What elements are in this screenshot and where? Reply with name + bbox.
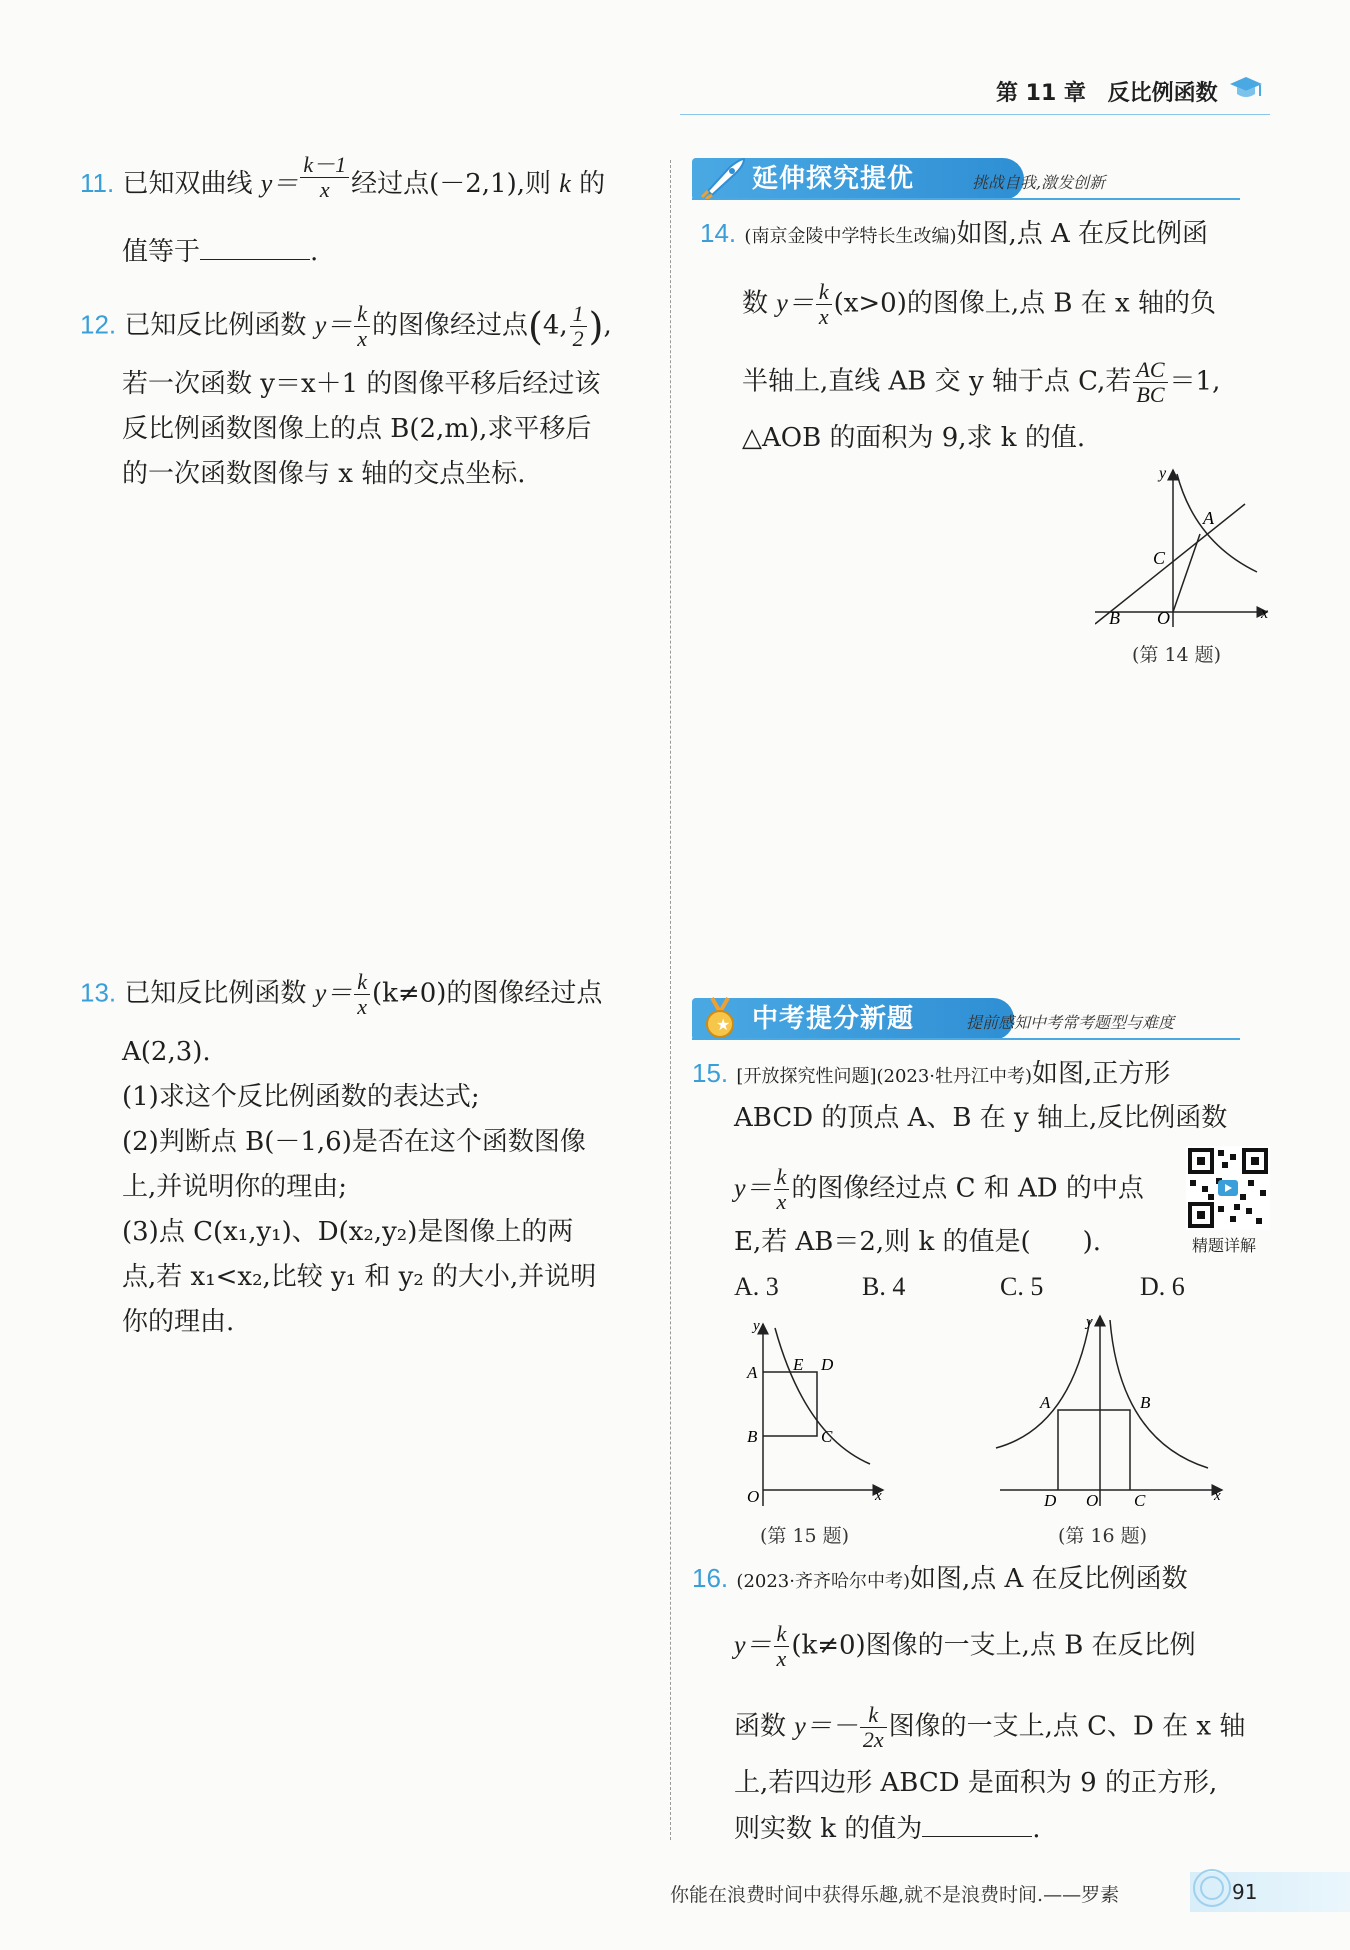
fraction-denominator: 2x	[862, 1727, 884, 1752]
question-14-line4	[742, 423, 1085, 453]
point-label-a: A	[1203, 508, 1214, 528]
option-b[interactable]: B. 4	[862, 1272, 906, 1301]
question-16	[692, 1563, 1188, 1597]
fraction-numerator: k	[860, 1703, 887, 1728]
fraction-denominator: x	[818, 304, 829, 329]
question-text: 反比例函数图像上的点 B(2,m),求平移后	[122, 414, 592, 444]
fraction	[860, 1703, 887, 1752]
section-title: 中考提分新题	[752, 1004, 915, 1034]
question-source: (2023·齐齐哈尔中考)	[736, 1571, 910, 1592]
question-15-line3	[734, 1165, 1144, 1214]
question-number: 13.	[80, 977, 117, 1008]
fraction	[354, 970, 370, 1019]
fraction-numerator: k	[774, 1165, 790, 1190]
fraction-denominator: x	[319, 176, 330, 202]
square-abcd	[1058, 1410, 1130, 1490]
question-number: 16.	[692, 1563, 729, 1593]
section-subtitle: 挑战自我,激发创新	[972, 173, 1106, 192]
column-divider	[670, 160, 671, 1840]
question-12: 12. 已知反比例函数 y＝ $\frac{k}{x}$ 的图像经过点(4, $\frac{1}{2}$ ),	[80, 301, 612, 351]
figure-16	[990, 1310, 1230, 1520]
fraction-numerator: 1	[570, 302, 587, 327]
question-text: (k≠0)的图像经过点	[372, 978, 603, 1009]
question-text: 如图,正方形	[1032, 1059, 1171, 1089]
option-a[interactable]: A. 3	[734, 1272, 779, 1301]
chapter-title: 反比例函数	[1107, 81, 1218, 106]
question-text: 已知反比例函数	[124, 978, 307, 1009]
question-16-line3	[734, 1703, 1245, 1752]
fraction	[570, 302, 587, 351]
line-ab	[1095, 504, 1245, 624]
equation: y＝	[776, 288, 814, 318]
square-abcd	[763, 1372, 817, 1436]
answer-blank[interactable]	[200, 235, 310, 260]
question-text: 你的理由.	[122, 1307, 235, 1337]
footer-quote: 你能在浪费时间中获得乐趣,就不是浪费时间.——罗素	[670, 1884, 1120, 1906]
question-text: A(2,3).	[122, 1037, 211, 1067]
question-text: (3)点 C(x₁,y₁)、D(x₂,y₂)是图像上的两	[122, 1217, 574, 1247]
section-rule	[692, 198, 1240, 200]
question-16-line4	[734, 1768, 1217, 1798]
medal-icon	[700, 996, 740, 1040]
option-c[interactable]: C. 5	[1000, 1272, 1044, 1301]
question-13-body	[122, 1030, 596, 1345]
question-text: ＝1,	[1169, 366, 1221, 397]
question-text: ,	[603, 310, 612, 341]
option-d[interactable]: D. 6	[1140, 1272, 1185, 1301]
chapter-number: 第 11 章	[996, 81, 1086, 106]
qr-label: 精题详解	[1192, 1236, 1257, 1255]
question-text: 的图像经过点	[372, 310, 529, 341]
hyperbola-curve	[1177, 474, 1257, 572]
header-rule	[680, 114, 1270, 115]
segment-oa	[1173, 534, 1200, 612]
hyperbola-left	[996, 1320, 1090, 1448]
fraction	[1133, 358, 1167, 407]
fraction-numerator: k	[774, 1622, 790, 1647]
spiral-decoration-icon	[1190, 1866, 1234, 1910]
fraction	[300, 153, 349, 202]
point-label-o: O	[747, 1487, 760, 1506]
question-15	[692, 1058, 1170, 1092]
question-text: 如图,点 A 在反比例函数	[910, 1564, 1188, 1594]
figure-caption: (第 16 题)	[1058, 1525, 1148, 1547]
point-label-a: A	[1040, 1393, 1051, 1412]
question-text: 数	[742, 288, 769, 319]
fraction-denominator: BC	[1136, 382, 1165, 407]
question-number: 11.	[80, 168, 115, 198]
equation: y＝	[260, 169, 299, 198]
point-label-c: C	[1134, 1491, 1146, 1510]
question-text: △AOB 的面积为 9,求 k 的值.	[742, 423, 1086, 453]
fraction-numerator: k	[354, 970, 370, 995]
question-text: 点,若 x₁<x₂,比较 y₁ 和 y₂ 的大小,并说明	[122, 1262, 597, 1292]
question-text: (1)求这个反比例函数的表达式;	[122, 1082, 480, 1112]
question-text: 的一次函数图像与 x 轴的交点坐标.	[122, 459, 526, 489]
question-text: 函数	[734, 1711, 787, 1742]
fraction-numerator: k－1	[300, 153, 349, 178]
figure-15	[735, 1316, 895, 1516]
point-label-o: O	[1157, 608, 1170, 628]
question-text: ABCD 的顶点 A、B 在 y 轴上,反比例函数	[734, 1103, 1228, 1133]
equation: y＝－	[794, 1711, 858, 1741]
variable: k	[559, 169, 571, 198]
fraction	[774, 1622, 790, 1671]
equation: y＝	[734, 1173, 772, 1203]
point-label-e: E	[793, 1355, 804, 1374]
question-text: 则实数 k 的值为	[734, 1814, 923, 1844]
question-source: [开放探究性问题](2023·牡丹江中考)	[736, 1066, 1033, 1087]
point-label-d: D	[821, 1355, 834, 1374]
question-12-body	[122, 362, 600, 497]
question-13	[80, 970, 602, 1019]
fraction	[774, 1165, 790, 1214]
figure-caption: (第 14 题)	[1132, 644, 1222, 666]
hyperbola-right	[1110, 1320, 1208, 1468]
question-text: 的	[579, 169, 606, 199]
question-text: 值等于	[122, 237, 201, 267]
question-number: 12.	[80, 309, 117, 340]
equation: y＝	[314, 310, 353, 340]
figure-caption: (第 15 题)	[760, 1525, 850, 1547]
question-16-line5	[734, 1812, 1041, 1844]
page-number: 91	[1232, 1880, 1258, 1904]
point-label-d: D	[1044, 1491, 1057, 1510]
axis-label-x: x	[875, 1488, 882, 1504]
fraction	[816, 280, 832, 329]
question-14	[700, 218, 1208, 252]
question-text: 如图,点 A 在反比例函	[956, 219, 1209, 249]
question-text: 已知反比例函数	[124, 310, 307, 341]
fraction-denominator: x	[776, 1189, 787, 1214]
question-text: 经过点(－2,1),则	[351, 169, 551, 199]
qr-code-icon[interactable]	[1186, 1146, 1270, 1230]
section-subtitle: 提前感知中考常考题型与难度	[966, 1013, 1175, 1032]
point-label-c: C	[1153, 548, 1166, 568]
question-16-line2	[734, 1622, 1196, 1671]
graduation-cap-icon	[1228, 74, 1264, 104]
question-14-line2	[742, 280, 1216, 329]
equation: y＝	[734, 1630, 772, 1660]
fraction-denominator: x	[357, 994, 368, 1019]
question-text: (k≠0)图像的一支上,点 B 在反比例	[791, 1630, 1196, 1661]
section-rule	[692, 1038, 1240, 1040]
fraction-numerator: k	[816, 280, 832, 305]
point-coordinate: 4,	[542, 310, 568, 341]
answer-blank[interactable]	[922, 1812, 1032, 1837]
point-label-b: B	[1140, 1393, 1151, 1412]
fraction	[354, 302, 370, 351]
fraction-numerator: k	[354, 302, 370, 327]
question-number: 14.	[700, 218, 737, 248]
point-label-c: C	[821, 1427, 833, 1446]
section-title: 延伸探究提优	[752, 164, 915, 194]
question-15-line2	[734, 1103, 1227, 1133]
fraction-denominator: x	[776, 1646, 787, 1671]
chapter-header	[996, 76, 1218, 107]
svg-text:★: ★	[716, 1015, 731, 1034]
question-text: 若一次函数 y＝x＋1 的图像平移后经过该	[122, 369, 601, 399]
axis-label-y: y	[1086, 1314, 1093, 1330]
question-text: (x>0)的图像上,点 B 在 x 轴的负	[833, 288, 1216, 319]
question-text: 图像的一支上,点 C、D 在 x 轴	[888, 1711, 1246, 1742]
axis-label-y: y	[753, 1318, 760, 1334]
question-14-line3	[742, 358, 1220, 407]
axis-label-x: x	[1214, 1488, 1221, 1504]
fraction-denominator: 2	[572, 326, 584, 351]
question-text: (2)判断点 B(－1,6)是否在这个函数图像	[122, 1127, 586, 1157]
figure-14	[1095, 462, 1275, 632]
question-11-line2: 值等于 .	[122, 237, 319, 267]
point-label-a: A	[747, 1363, 758, 1382]
question-text: 上,若四边形 ABCD 是面积为 9 的正方形,	[734, 1768, 1218, 1798]
axis-label-x: x	[1261, 605, 1269, 622]
question-source: (南京金陵中学特长生改编)	[744, 226, 957, 247]
equation: y＝	[314, 978, 353, 1008]
fraction-numerator: AC	[1133, 358, 1167, 383]
question-text: 已知双曲线	[122, 169, 253, 199]
question-number: 15.	[692, 1058, 729, 1088]
question-15-line4	[734, 1227, 1101, 1257]
question-text: 的图像经过点 C 和 AD 的中点	[791, 1173, 1144, 1204]
fraction-denominator: x	[357, 326, 368, 351]
question-text: E,若 AB＝2,则 k 的值是( ).	[734, 1227, 1102, 1257]
point-label-o: O	[1086, 1491, 1099, 1510]
axis-label-y: y	[1159, 465, 1167, 482]
question-text: 上,并说明你的理由;	[122, 1172, 348, 1202]
question-11	[80, 151, 606, 202]
rocket-icon	[700, 155, 748, 199]
point-label-b: B	[1109, 608, 1120, 628]
question-text: .	[1032, 1814, 1041, 1844]
question-text: 半轴上,直线 AB 交 y 轴于点 C,若	[742, 366, 1132, 397]
point-label-b: B	[747, 1427, 758, 1446]
